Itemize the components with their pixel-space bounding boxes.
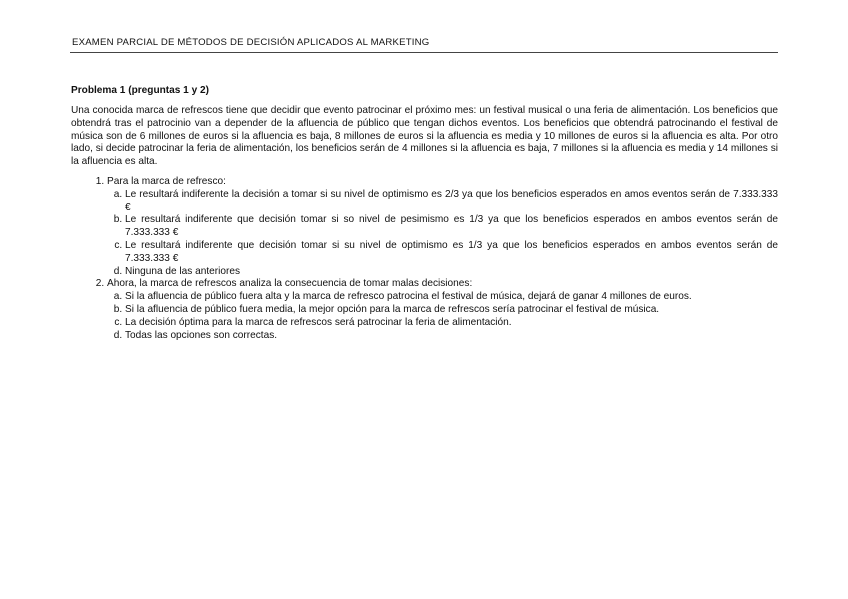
question-list: [71, 176, 778, 342]
problem-title: Problema 1 (preguntas 1 y 2): [71, 85, 209, 96]
option-item: a. Si la afluencia de público fuera alta y la marca de refresco patrocina el festival de música, dejará de ganar 4 millones de euros.: [125, 291, 778, 304]
problem-statement: Una conocida marca de refrescos tiene que decidir que evento patrocinar el próximo mes: un festival musical o una feria de alimentación. Los beneficios que obtendrá tras el patrocinio van a depender de la afluencia de público que tengan dichos eventos. Los beneficios que obtendrá patrocinando el festival de música son de 6 millones de euros si la afluencia es baja, 8 millones de euros si la afluencia es media y 10 millones de euros si la afluencia es alta. Por otro lado, si decide patrocinar la feria de alimentación, los beneficios serán de 4 millones si la afluencia es baja, 7 millones si la afluencia es media y 14 millones si la afluencia es alta.: [71, 105, 778, 168]
option-list: [107, 189, 778, 279]
question-text: Para la marca de refresco:: [107, 175, 226, 187]
question-item: [107, 278, 778, 342]
option-item: d. Todas las opciones son correctas.: [125, 330, 778, 343]
problem-section: [71, 84, 778, 342]
page-header: EXAMEN PARCIAL DE MÉTODOS DE DECISIÓN APLICADOS AL MARKETING: [72, 37, 430, 48]
option-item: c. Le resultará indiferente que decisión tomar si su nivel de optimismo es 1/3 ya que los beneficios esperados en ambos eventos serán de 7.333.333 €: [125, 240, 778, 266]
option-item: c. La decisión óptima para la marca de refrescos será patrocinar la feria de alimentación.: [125, 317, 778, 330]
header-rule: [70, 52, 778, 53]
question-item: [107, 176, 778, 278]
option-item: b. Si la afluencia de público fuera media, la mejor opción para la marca de refrescos sería patrocinar el festival de música.: [125, 304, 778, 317]
option-item: b. Le resultará indiferente que decisión tomar si so nivel de pesimismo es 1/3 ya que los beneficios esperados en ambos eventos serán de 7.333.333 €: [125, 214, 778, 240]
option-item: a. Le resultará indiferente la decisión a tomar si su nivel de optimismo es 2/3 ya que los beneficios esperados en amos eventos serán de 7.333.333 €: [125, 189, 778, 215]
option-list: [107, 291, 778, 342]
question-text: Ahora, la marca de refrescos analiza la consecuencia de tomar malas decisiones:: [107, 278, 473, 290]
option-item: d. Ninguna de las anteriores: [125, 266, 778, 279]
